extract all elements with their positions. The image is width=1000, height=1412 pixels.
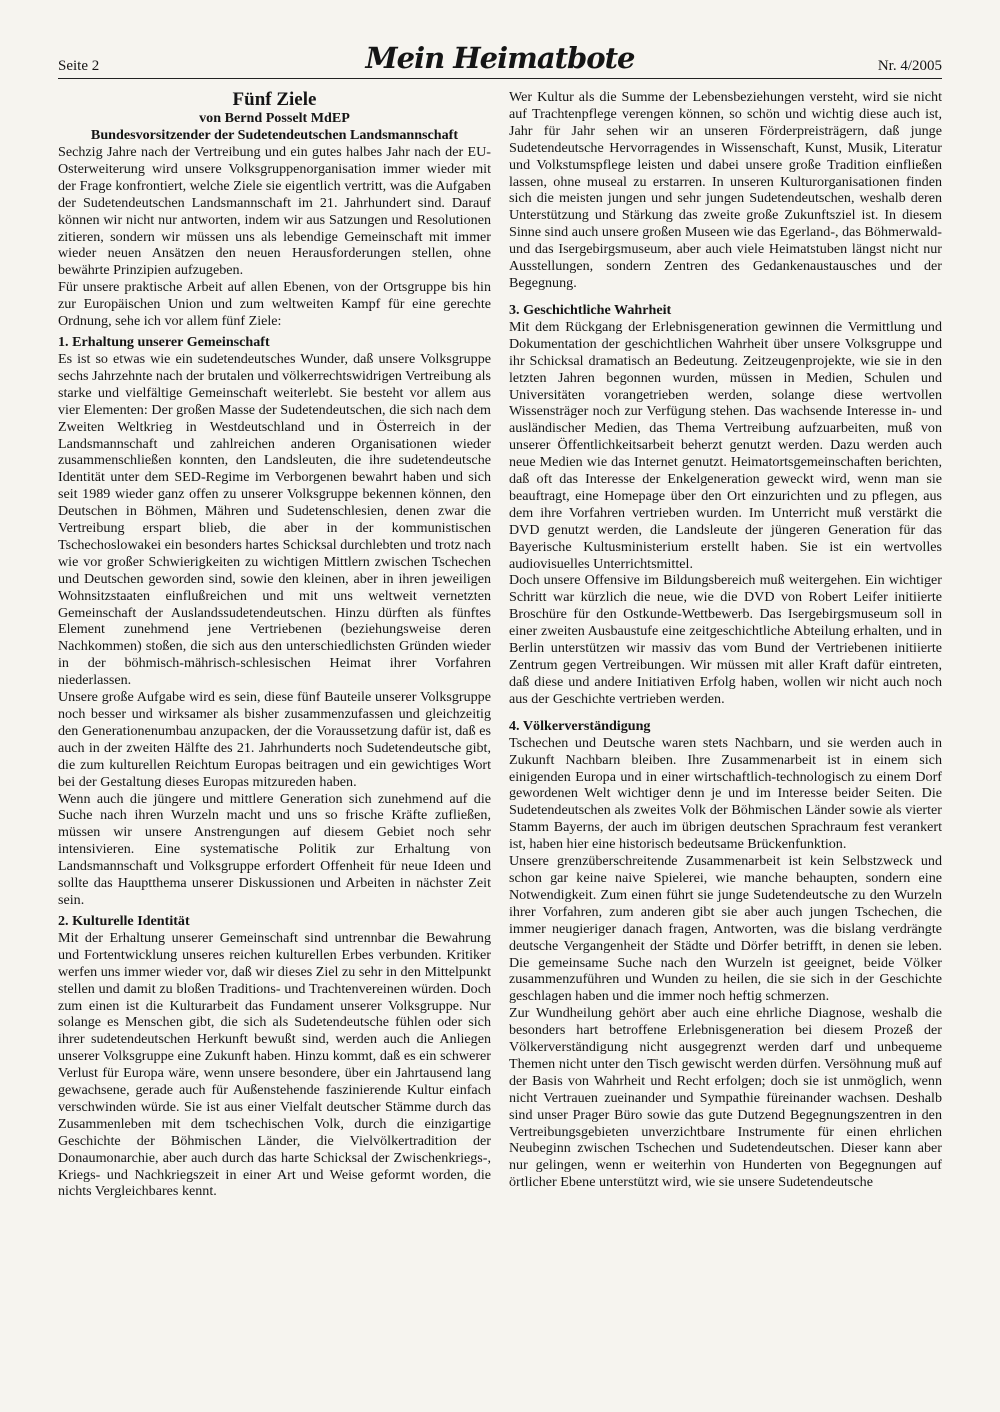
issue-number: Nr. 4/2005: [877, 58, 942, 74]
body-paragraph: Tschechen und Deutsche waren stets Nachbarn, und sie werden auch in Zukunft Nachbarn bleiben. Ihre Zusammenarbeit ist in einem sich einigenden Europa und in einer wirtschaftlich-technologisch zu einem Dorf gewordenen Welt wichtiger denn je und im Interesse beider Seiten. Die Sudetendeutschen als zweites Volk der Böhmischen Länder sowie als vierter Stamm Bayerns, der auch im übrigen deutschen Sprachraum fest verankert ist, haben hier eine historisch bedeutsame Brückenfunktion.: [509, 734, 942, 853]
masthead-logo: Mein Heimatbote: [365, 41, 635, 75]
page-number: Seite 2: [58, 58, 100, 74]
section-heading: 4. Völkerverständigung: [509, 717, 651, 734]
body-paragraph: Es ist so etwas wie ein sudetendeutsches Wunder, daß unsere Volksgruppe sechs Jahrzehnte nach der brutalen und völkerrechtswidrigen Vertreibung als starke und vielfältige Gemeinschaft weiterlebt. Sie besteht vor allem aus vier Elementen: Der großen Masse der Sudetendeutschen, die sich nach dem Zweiten Weltkrieg in Westdeutschland und in Österreich in der Landsmannschaft und zahlreichen anderen Organisationen wieder zusammenschließen konnten, den Landsleuten, die ihre sudetendeutsche Identität unter dem SED-Regime im Verborgenen bewahrt haben und sich seit 1989 wieder ganz offen zu unserer Volksgruppe bekennen können, den Deutschen in Böhmen, Mähren und Sudetenschlesien, denen zwar die Vertreibung erspart blieb, die aber in der kommunistischen Tschechoslowakei ein besonders hartes Schicksal durchlebten und trotz nach wie vor großer Schwierigkeiten zu wichtigen Mittlern zwischen Tschechen und Deutschen geworden sind, sowie den kleinen, aber in ihren jeweiligen Wohnsitzstaaten einflußreichen und mit uns weltweit vernetzten Gemeinschaft der Auslandssudetendeutschen. Hinzu dürften als fünftes Element zunehmend jene Vertriebenen (beziehungsweise deren Nachkommen) stoßen, die sich aus den unterschiedlichsten Gründen wieder in der böhmisch-mährisch-schlesischen Heimat ihrer Vorfahren niederlassen.: [58, 350, 491, 689]
header-rule: [58, 78, 942, 79]
body-paragraph: Mit der Erhaltung unserer Gemeinschaft sind untrennbar die Bewahrung und Fortentwicklung unseres reichen kulturellen Erbes verbunden. Kritiker werfen uns immer wieder vor, daß wir dieses Ziel zu sehr in den Mittelpunkt stellen und damit zu bloßen Traditions- und Trachtenvereinen würden. Doch zum einen ist die Kulturarbeit das Fundament unserer Volksgruppe. Nur solange es Menschen gibt, die sich als Sudetendeutsche fühlen oder sich ihrer sudetendeutschen Herkunft bewußt sind, werden auch die Anliegen unserer Volksgruppe eine Zukunft haben. Hinzu kommt, daß es ein schwerer Verlust für Europa wäre, wenn unsere besondere, über ein Jahrtausend lang gewachsene, gerade auch für Außenstehende faszinierende Kultur einfach verschwinden würde. Sie ist aus einer Vielfalt deutscher Stämme durch das Zusammenleben mit dem tschechischen Volk, durch die einzigartige Geschichte der Böhmischen Länder, die Vielvölkertradition der Donaumonarchie, aber auch durch das harte Schicksal der Zwischenkriegs-, Kriegs- und Nachkriegszeit in einer Art und Weise geformt worden, die nichts Vergleichbares kennt.: [58, 929, 491, 1200]
right-column: [509, 89, 942, 1191]
intro-paragraph: Für unsere praktische Arbeit auf allen Ebenen, von der Ortsgruppe bis hin zur Europäischen Union und zum weltweiten Kampf für eine gerechte Ordnung, sehe ich vor allem fünf Ziele:: [58, 279, 491, 330]
article-title: Fünf Ziele: [232, 89, 317, 110]
body-paragraph: Unsere grenzüberschreitende Zusammenarbeit ist kein Selbstzweck und schon gar keine naive Spielerei, wie manche behaupten, sondern eine Notwendigkeit. Zum einen führt sie junge Sudetendeutsche zu den Wurzeln ihrer Vorfahren, zum anderen gibt sie aber auch jungen Tschechen, die immer neugieriger danach fragen, Antworten, was die bislang verdrängte deutsche Vergangenheit der Städte und Dörfer betrifft, in denen sie leben. Die gemeinsame Suche nach den Wurzeln ist geeignet, beide Völker zusammenzuführen und Wunden zu heilen, die sie sich in der Geschichte geschlagen haben und die immer noch heftig schmerzen.: [509, 853, 942, 1005]
article-byline: von Bernd Posselt MdEP: [199, 110, 350, 126]
body-paragraph: Unsere große Aufgabe wird es sein, diese fünf Bauteile unserer Volksgruppe noch besser und wirksamer als bisher zusammenzufassen und gleichzeitig den Generationenumbau anzupacken, der die Voraussetzung dafür ist, daß es auch in der zweiten Hälfte des 21. Jahrhunderts noch Sudetendeutsche gibt, die zum kulturellen Reichtum Europas beitragen und ein gewichtiges Wort bei der Gestaltung dieses Europas mitzureden haben.: [58, 689, 491, 790]
author-role: Bundesvorsitzender der Sudetendeutschen Landsmannschaft: [90, 127, 459, 143]
left-column: [58, 89, 491, 1200]
body-paragraph: Mit dem Rückgang der Erlebnisgeneration gewinnen die Vermittlung und Dokumentation der geschichtlichen Wahrheit über unsere Volksgruppe und ihr Schicksal dramatisch an Bedeutung. Zeitzeugenprojekte, wie sie in den letzten Jahren begonnen wurden, müssen in Medien, Schulen und Universitäten vorangetrieben werden, solange diese wertvollen Wissensträger noch zur Verfügung stehen. Das wachsende Interesse in- und ausländischer Medien, das Thema Vertreibung aufzuarbeiten, muß von unserer Öffentlichkeitsarbeit beherzt genutzt werden. Dazu werden auch neue Medien wie das Internet genutzt. Heimatortsgemeinschaften berichten, daß oft das Interesse der Enkelgeneration geweckt wird, wenn man sie beauftragt, eine Homepage über den Ort einzurichten und zu pflegen, aus dem ihre Vorfahren vertrieben wurden. Im Unterricht muß verstärkt die DVD genutzt werden, die Landsleute der jüngeren Generation für das Bayerische Kultusministerium erstellt haben. Sie ist ein wertvolles audiovisuelles Unterrichtsmittel.: [509, 318, 942, 572]
body-paragraph: Zur Wundheilung gehört aber auch eine ehrliche Diagnose, weshalb die besonders hart betroffene Erlebnisgeneration bei diesem Prozeß der Völkerverständigung nicht ausgegrenzt werden darf und unbequeme Themen nicht unter den Tisch gewischt werden dürfen. Versöhnung muß auf der Basis von Wahrheit und Recht erfolgen; doch sie ist unmöglich, wenn nicht Vertrauen zueinander und Sympathie füreinander wachsen. Deshalb sind unser Prager Büro sowie das gute Dutzend Begegnungszentren in den Vertreibungsgebieten unverzichtbare Instrumente für einen ehrlichen Neubeginn zwischen Tschechen und Sudetendeutschen. Dieser kann aber nur gelingen, wenn er weiterhin von Hunderten von Begegnungen auf örtlicher Ebene unterstützt wird, wie sie unsere Sudetendeutsche: [509, 1005, 942, 1191]
body-paragraph: Doch unsere Offensive im Bildungsbereich muß weitergehen. Ein wichtiger Schritt war kürzlich die neue, wie die DVD von Robert Leifer initiierte Broschüre für den Ostkunde-Wettbewerb. Das Isergebirgsmuseum soll in einer zweiten Ausbaustufe eine zeitgeschichtliche Abteilung erhalten, und in Berlin unterstützen wir massiv das vom Bund der Vertriebenen initiierte Zentrum gegen Vertreibungen. Wir müssen mit aller Kraft dafür eintreten, daß diese und andere Initiativen Erfolg haben, wollen wir nicht auch noch aus der Geschichte vertrieben werden.: [509, 572, 942, 707]
section-heading: 2. Kulturelle Identität: [58, 912, 190, 929]
section-heading: 1. Erhaltung unserer Gemeinschaft: [58, 333, 270, 350]
body-paragraph: Wer Kultur als die Summe der Lebensbeziehungen versteht, wird sie nicht auf Trachtenpflege verengen können, so schön und wichtig diese auch ist, Jahr für Jahr sehen wir an unseren Förderpreisträgern, daß junge Sudetendeutsche Hervorragendes in Wissenschaft, Kunst, Musik, Literatur und Volkstumspflege leisten und dabei unsere große Tradition einfließen lassen, ohne museal zu erstarren. In unseren Kulturorganisationen finden sich die meisten jungen und sehr jungen Sudetendeutschen, weshalb deren Unterstützung und Stärkung das zweite große Zukunftsziel ist. In diesem Sinne sind auch unsere großen Museen wie das Egerland-, das Böhmerwald- und das Isergebirgsmuseum, aber auch viele Heimatstuben längst nicht nur Ausstellungen, sondern Zentren des Gedankenaustausches und der Begegnung.: [509, 89, 942, 291]
page-header: [58, 40, 942, 80]
intro-paragraph: Sechzig Jahre nach der Vertreibung und ein gutes halbes Jahr nach der EU-Osterweiterung wird unsere Volksgruppenorganisation immer wieder mit der Frage konfrontiert, welche Ziele sie eigentlich vertritt, was die Aufgaben der Sudetendeutschen Landsmannschaft im 21. Jahrhundert sind. Darauf können wir nicht nur antworten, indem wir aus Satzungen und Resolutionen zitieren, sondern wir müssen uns als lebendige Gemeinschaft mit immer wieder neuen Ansätzen den neuen Herausforderungen stellen, ohne bewährte Prinzipien aufzugeben.: [58, 144, 491, 279]
section-heading: 3. Geschichtliche Wahrheit: [509, 301, 672, 318]
body-paragraph: Wenn auch die jüngere und mittlere Generation sich zunehmend auf die Suche nach ihren Wurzeln macht und uns so frische Kräfte zufließen, müssen wir unsere Anstrengungen auf diesem Gebiet noch sehr intensivieren. Eine systematische Politik zur Erhaltung von Landsmannschaft und Volksgruppe erfordert Offenheit für neue Ideen und sollte das Hauptthema unserer Diskussionen und Arbeiten in nächster Zeit sein.: [58, 790, 491, 908]
